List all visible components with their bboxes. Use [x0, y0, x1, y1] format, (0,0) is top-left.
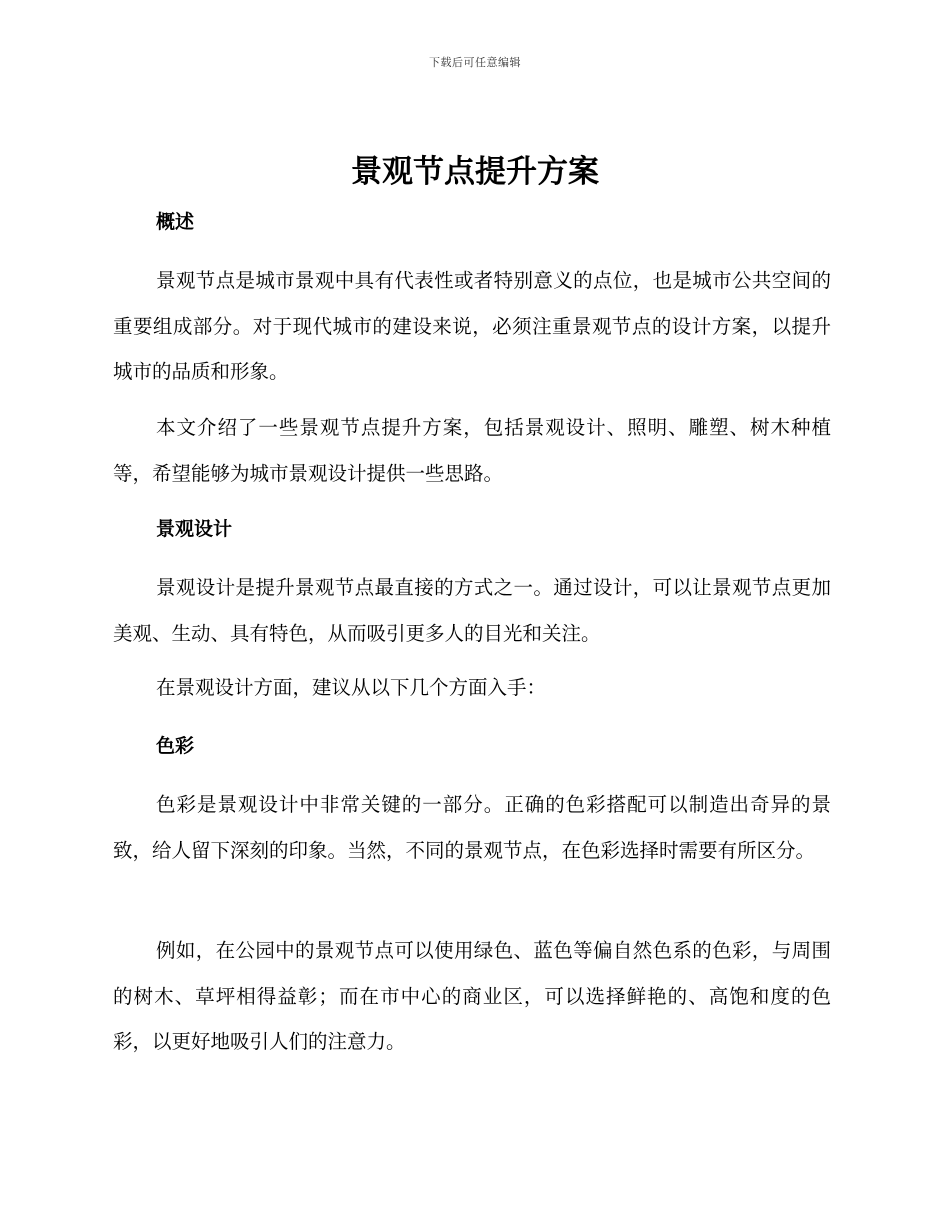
section-heading-landscape-design: 景观设计 — [156, 518, 233, 540]
paragraph-color-2: 例如，在公园中的景观节点可以使用绿色、蓝色等偏自然色系的色彩，与周围的树木、草坪相得益彰；而在市中心的商业区，可以选择鲜艳的、高饱和度的色彩，以更好地吸引人们的注意力。 — [113, 939, 831, 1053]
paragraph-color-1: 色彩是景观设计中非常关键的一部分。正确的色彩搭配可以制造出奇异的景致，给人留下深刻的印象。当然，不同的景观节点，在色彩选择时需要有所区分。 — [113, 793, 831, 862]
paragraph-landscape-design-1: 景观设计是提升景观节点最直接的方式之一。通过设计，可以让景观节点更加美观、生动、具有特色，从而吸引更多人的目光和关注。 — [113, 576, 831, 645]
paragraph-overview-2: 本文介绍了一些景观节点提升方案，包括景观设计、照明、雕塑、树木种植等，希望能够为城市景观设计提供一些思路。 — [113, 416, 831, 485]
paragraph-landscape-design-2: 在景观设计方面，建议从以下几个方面入手： — [156, 676, 547, 699]
paragraph-overview-1: 景观节点是城市景观中具有代表性或者特别意义的点位，也是城市公共空间的重要组成部分。对于现代城市的建设来说，必须注重景观节点的设计方案，以提升城市的品质和形象。 — [113, 269, 831, 383]
section-heading-overview: 概述 — [156, 211, 195, 233]
section-heading-color: 色彩 — [156, 735, 195, 757]
document-title: 景观节点提升方案 — [351, 154, 599, 190]
page-header-note: 下载后可任意编辑 — [429, 56, 521, 69]
